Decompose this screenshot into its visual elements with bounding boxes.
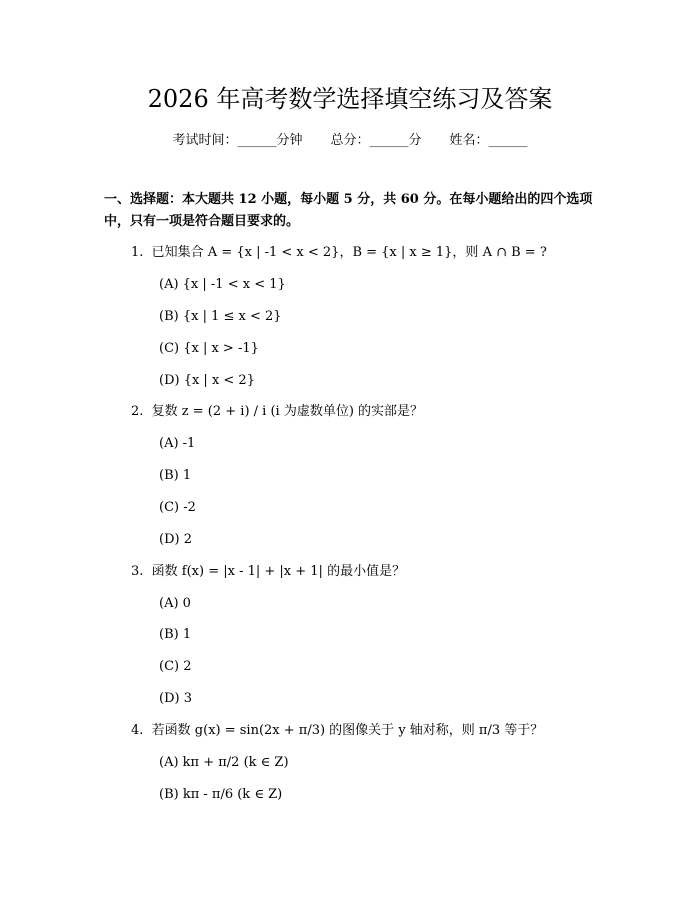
question-2-option-d: (D) 2 bbox=[159, 532, 192, 547]
question-3-option-b: (B) 1 bbox=[159, 627, 192, 642]
total-score-label: 总分：______分 bbox=[330, 133, 422, 148]
exam-meta-line bbox=[0, 131, 700, 151]
question-2-option-c: (C) -2 bbox=[159, 500, 196, 515]
question-3: 3. 函数 f(x) = |x - 1| + |x + 1| 的最小值是？ bbox=[131, 564, 406, 579]
exam-time-label: 考试时间：______分钟 bbox=[172, 133, 303, 148]
question-1: 1. 已知集合 A = {x | -1 < x < 2}，B = {x | x ≥ 1}，则 A ∩ B = ? bbox=[131, 245, 547, 260]
page-title: 2026 年高考数学选择填空练习及答案 bbox=[147, 85, 553, 113]
question-4-option-b: (B) kπ - π/6 (k ∈ Z) bbox=[159, 787, 283, 802]
question-3-option-c: (C) 2 bbox=[159, 659, 192, 674]
question-1-option-a: (A) {x | -1 < x < 1} bbox=[159, 277, 286, 292]
question-1-option-c: (C) {x | x > -1} bbox=[159, 341, 259, 356]
question-3-option-a: (A) 0 bbox=[159, 596, 191, 611]
question-2-option-a: (A) -1 bbox=[159, 436, 196, 451]
student-name-label: 姓名：______ bbox=[449, 133, 528, 148]
section-header-multiple-choice: 一、选择题：本大题共 12 小题，每小题 5 分，共 60 分。在每小题给出的四个选项中，只有一项是符合题目要求的。 bbox=[104, 192, 593, 229]
question-1-option-b: (B) {x | 1 ≤ x < 2} bbox=[159, 309, 282, 324]
question-1-option-d: (D) {x | x < 2} bbox=[159, 373, 255, 388]
question-4-option-a: (A) kπ + π/2 (k ∈ Z) bbox=[159, 755, 289, 770]
question-4: 4. 若函数 g(x) = sin(2x + π/3) 的图像关于 y 轴对称，则 π/3 等于？ bbox=[131, 723, 544, 738]
question-3-option-d: (D) 3 bbox=[159, 691, 192, 706]
question-2-option-b: (B) 1 bbox=[159, 468, 192, 483]
question-2: 2. 复数 z = (2 + i) / i (i 为虚数单位) 的实部是？ bbox=[131, 404, 424, 419]
